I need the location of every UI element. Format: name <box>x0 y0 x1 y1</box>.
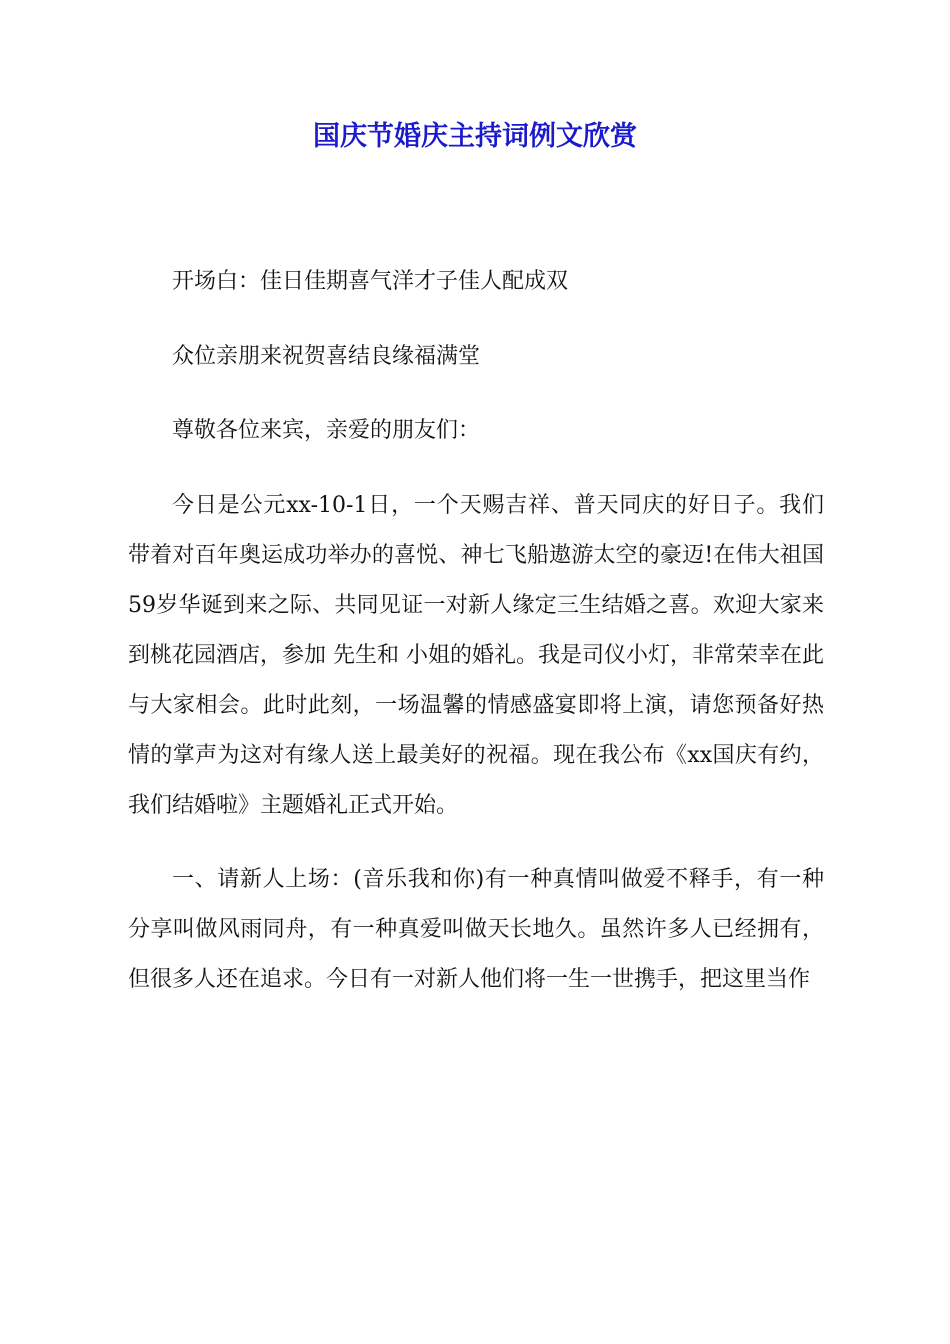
paragraph-introduction: 今日是公元xx-10-1日，一个天赐吉祥、普天同庆的好日子。我们带着对百年奥运成功举办的喜悦、神七飞船遨游太空的豪迈!在伟大祖国59岁华诞到来之际、共同见证一对新人缘定三生结婚之喜。欢迎大家来到桃花园酒店，参加 先生和 小姐的婚礼。我是司仪小灯，非常荣幸在此与大家相会。此时此刻，一场温馨的情感盛宴即将上演，请您预备好热情的掌声为这对有缘人送上最美好的祝福。现在我公布《xx国庆有约，我们结婚啦》主题婚礼正式开始。 <box>128 492 824 818</box>
paragraph-greeting: 尊敬各位来宾，亲爱的朋友们： <box>172 418 481 444</box>
paragraph-entrance: 一、请新人上场：(音乐我和你)有一种真情叫做爱不释手，有一种分享叫做风雨同舟，有一种真爱叫做天长地久。虽然许多人已经拥有，但很多人还在追求。今日有一对新人他们将一生一世携手，把这里当作 <box>128 867 824 993</box>
paragraph-opening: 开场白：佳日佳期喜气洋才子佳人配成双 <box>172 269 569 294</box>
paragraph-couplet: 众位亲朋来祝贺喜结良缘福满堂 <box>172 343 481 369</box>
document-body <box>128 257 824 1030</box>
document-title: 国庆节婚庆主持词例文欣赏 <box>313 121 637 152</box>
